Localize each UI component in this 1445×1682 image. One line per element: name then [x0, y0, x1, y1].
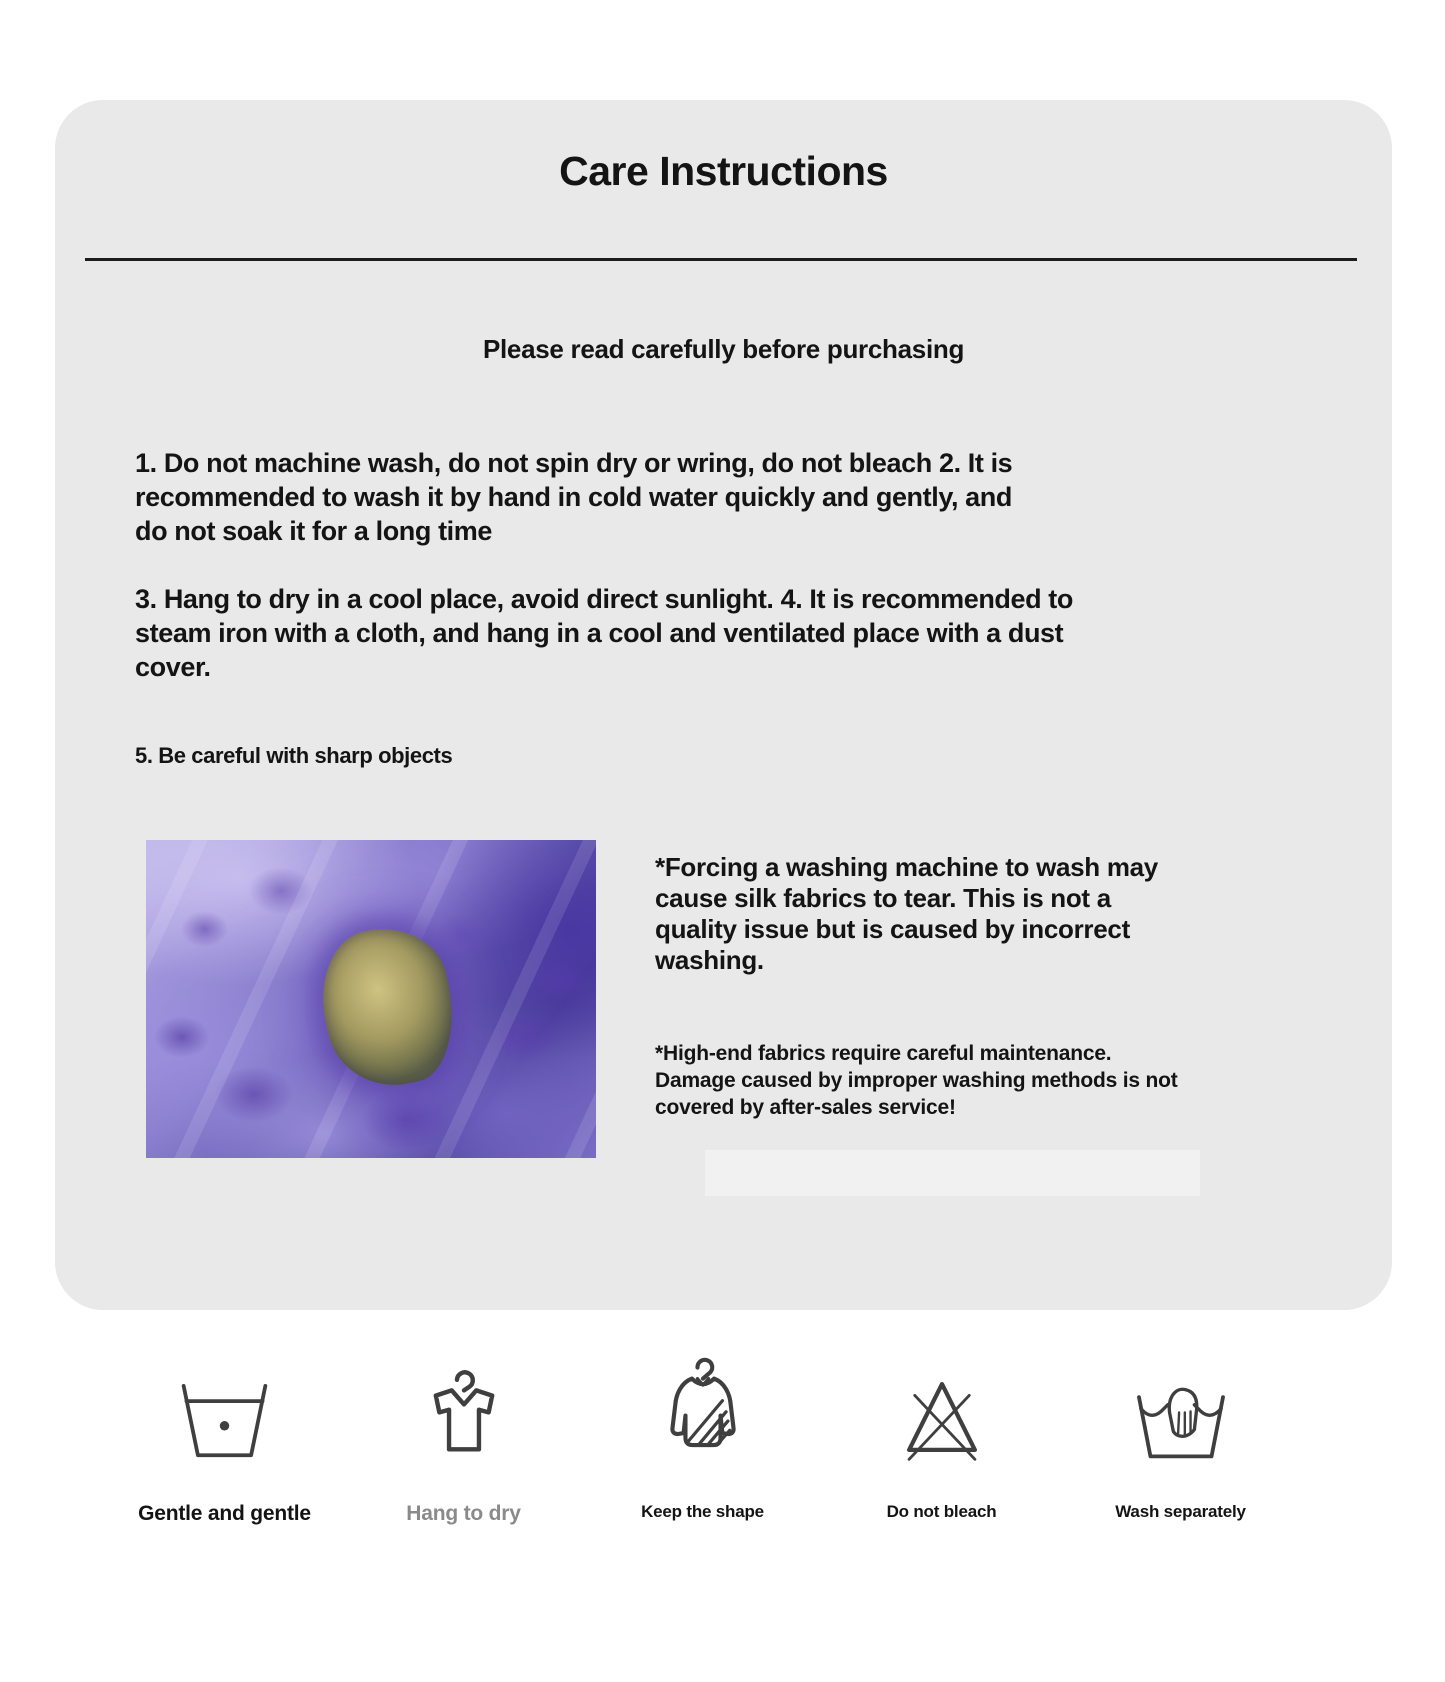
no-bleach-icon: [895, 1370, 989, 1464]
subtitle: Please read carefully before purchasing: [482, 334, 965, 364]
instruction-paragraph-1: [135, 446, 1012, 548]
care-instructions-card: [55, 100, 1392, 1310]
gentle-wash-icon: [177, 1380, 272, 1464]
care-symbol-no-bleach: [822, 1368, 1061, 1526]
warning-line: washing.: [655, 945, 764, 975]
instruction-line: 3. Hang to dry in a cool place, avoid direct sunlight. 4. It is recommended to: [135, 584, 1073, 614]
instruction-paragraph-3: [135, 742, 452, 770]
warning-primary: [655, 852, 1158, 976]
care-symbol-keep-shape: [583, 1368, 822, 1526]
warning-line: cause silk fabrics to tear. This is not a: [655, 883, 1111, 913]
care-symbol-gentle-wash: [105, 1368, 344, 1526]
care-symbols-row: [105, 1368, 1300, 1526]
warning-line: Damage caused by improper washing methods is not: [655, 1069, 1178, 1092]
care-symbol-label: Do not bleach: [886, 1502, 997, 1521]
care-symbol-label: Gentle and gentle: [138, 1502, 311, 1525]
page-title: Care Instructions: [559, 148, 888, 194]
care-symbol-label: Wash separately: [1115, 1502, 1246, 1521]
instruction-line: 5. Be careful with sharp objects: [135, 743, 453, 768]
care-symbol-label: Keep the shape: [641, 1502, 764, 1521]
warning-line: *Forcing a washing machine to wash may: [655, 852, 1158, 882]
instruction-paragraph-2: [135, 582, 1073, 684]
instruction-line: cover.: [135, 652, 211, 682]
watermark-artifact: [705, 1150, 1200, 1196]
instruction-line: 1. Do not machine wash, do not spin dry or wring, do not bleach 2. It is: [135, 448, 1013, 478]
warning-line: quality issue but is caused by incorrect: [655, 914, 1130, 944]
title-divider: [85, 258, 1357, 261]
warning-secondary: [655, 1040, 1178, 1121]
wash-separately-icon: [1131, 1380, 1231, 1464]
instruction-line: steam iron with a cloth, and hang in a cool and ventilated place with a dust: [135, 618, 1064, 648]
care-symbol-wash-separately: [1061, 1368, 1300, 1526]
warning-line: covered by after-sales service!: [655, 1096, 956, 1119]
instruction-line: do not soak it for a long time: [135, 516, 493, 546]
fabric-damage-photo: [146, 840, 596, 1158]
warning-line: *High-end fabrics require careful maintenance.: [655, 1042, 1112, 1065]
care-symbol-hang-dry: [344, 1368, 583, 1526]
hang-dry-icon: [420, 1366, 508, 1464]
keep-shape-icon: [655, 1356, 751, 1464]
care-symbol-label: Hang to dry: [406, 1502, 521, 1525]
instruction-line: recommended to wash it by hand in cold water quickly and gently, and: [135, 482, 1012, 512]
